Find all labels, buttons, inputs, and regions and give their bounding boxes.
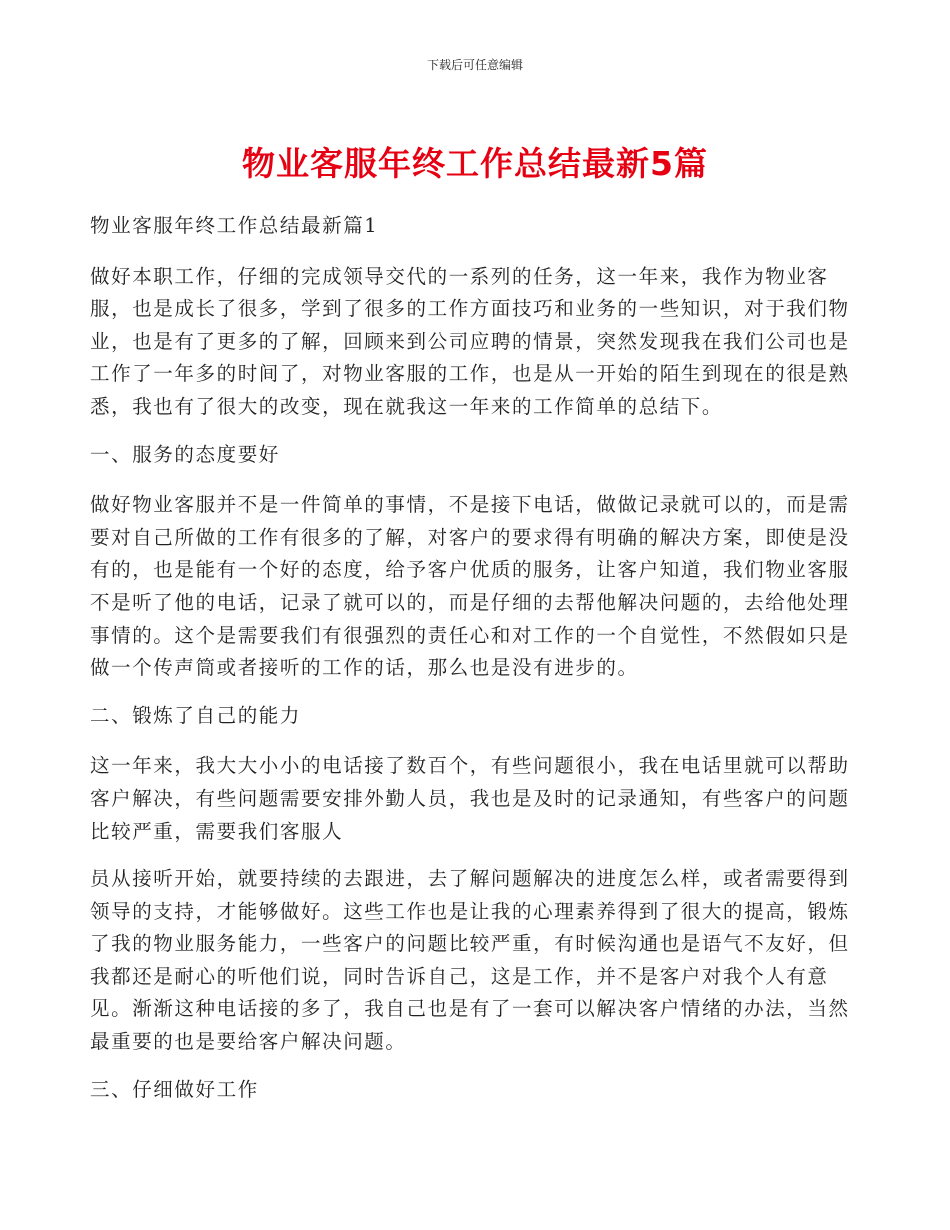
heading-ability: 二、锻炼了自己的能力: [90, 703, 302, 727]
paragraph-ability-part2: 员从接听开始，就要持续的去跟进，去了解问题解决的进度怎么样，或者需要得到领导的支持，才能够做好。这些工作也是让我的心理素养得到了很大的提高，锻炼了我的物业服务能力，一些客户的问题比较严重，有时候沟通也是语气不友好，但我都还是耐心的听他们说，同时告诉自己，这是工作，并不是客户对我个人有意见。渐渐这种电话接的多了，我自己也是有了一套可以解决客户情绪的办法，当然最重要的也是要给客户解决问题。: [90, 867, 850, 1054]
document-title: 物业客服年终工作总结最新5篇: [242, 144, 708, 183]
heading-careful-work: 三、仔细做好工作: [90, 1077, 259, 1101]
paragraph-intro: 做好本职工作，仔细的完成领导交代的一系列的任务，这一年来，我作为物业客服，也是成长了很多，学到了很多的工作方面技巧和业务的一些知识，对于我们物业，也是有了更多的了解，回顾来到公司应聘的情景，突然发现我在我们公司也是工作了一年多的时间了，对物业客服的工作，也是从一开始的陌生到现在的很是熟悉，我也有了很大的改变，现在就我这一年来的工作简单的总结下。: [90, 264, 850, 418]
heading-service-attitude: 一、服务的态度要好: [90, 442, 280, 466]
document-body: [90, 210, 865, 1124]
paragraph-ability-part1: 这一年来，我大大小小的电话接了数百个，有些问题很小，我在电话里就可以帮助客户解决，有些问题需要安排外勤人员，我也是及时的记录通知，有些客户的问题比较严重，需要我们客服人: [90, 754, 850, 843]
paragraph-service-attitude: 做好物业客服并不是一件简单的事情，不是接下电话，做做记录就可以的，而是需要对自己所做的工作有很多的了解，对客户的要求得有明确的解决方案，即使是没有的，也是能有一个好的态度，给予客户优质的服务，让客户知道，我们物业客服不是听了他的电话，记录了就可以的，而是仔细的去帮他解决问题的，去给他处理事情的。这个是需要我们有很强烈的责任心和对工作的一个自觉性，不然假如只是做一个传声筒或者接听的工作的话，那么也是没有进步的。: [90, 493, 850, 680]
section-subtitle: 物业客服年终工作总结最新篇1: [90, 214, 379, 237]
header-note: 下载后可任意编辑: [426, 58, 523, 72]
